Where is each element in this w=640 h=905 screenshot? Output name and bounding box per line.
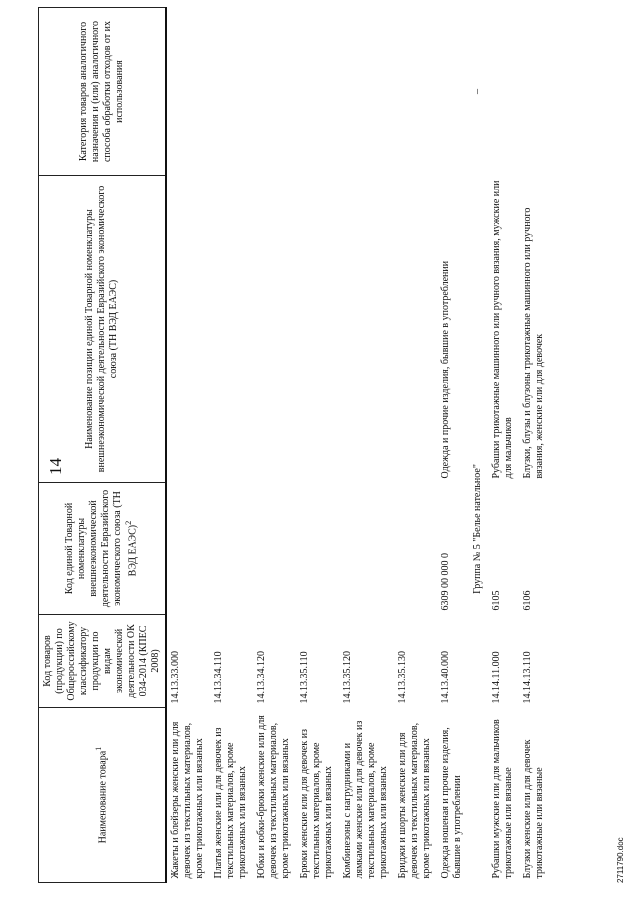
cell-tnved-code — [296, 483, 339, 615]
cell-category — [488, 8, 519, 176]
cell-tnved-code: 6106 — [522, 590, 533, 611]
document-filename: 2711790.doc — [616, 837, 625, 883]
cell-okpd: 14.13.40.000 — [440, 651, 451, 704]
table-row — [394, 8, 437, 883]
cell-name: Блузки женские или для девочек трикотажные или вязаные — [522, 739, 545, 879]
cell-okpd: 14.14.13.110 — [522, 651, 533, 704]
cell-name: Одежда ношеная и прочие изделия, бывшие в употреблении — [440, 727, 463, 879]
cell-tnved-code: 6309 00 000 0 — [440, 553, 451, 611]
table-row — [339, 8, 394, 883]
table-row — [519, 8, 550, 883]
header-tnved-code: Код единой Товарной номенклатуры внешнеэкономической деятельности Евразийского экономического союза (ТН ВЭД ЕАЭС)$^2$ — [39, 483, 167, 615]
group-label: Группа № 5 "Белье нательное" — [472, 464, 483, 594]
cell-okpd: 14.13.35.130 — [397, 651, 408, 704]
cell-tnved-name — [166, 176, 210, 483]
table-body — [166, 8, 550, 883]
table-row — [210, 8, 253, 883]
cell-name: Рубашки мужские или для мальчиков трикотажные или вязаные — [491, 719, 514, 879]
cell-name: Жакеты и блейзеры женские или для девочек из текстильных материалов, кроме трикотажных или вязаных — [170, 721, 205, 879]
cell-category — [253, 8, 296, 176]
table-row — [437, 8, 468, 883]
table-header-row — [39, 8, 167, 883]
cell-category — [339, 8, 394, 176]
cell-tnved-name — [339, 176, 394, 483]
cell-tnved-name — [394, 176, 437, 483]
cell-okpd: 14.13.35.110 — [299, 651, 310, 704]
cell-okpd: 14.13.34.110 — [213, 651, 224, 704]
cell-tnved-name: Рубашки трикотажные машинного или ручного вязания, мужские или для мальчиков — [491, 180, 514, 479]
cell-category — [394, 8, 437, 176]
header-name: Наименование товара$^1$ — [39, 708, 167, 883]
cell-tnved-code: 6105 — [491, 590, 502, 611]
cell-name: Юбки и юбки-брюки женские или для девочек из текстильных материалов, кроме трикотажных или вязаных — [256, 715, 291, 879]
table-row — [253, 8, 296, 883]
cell-name: Платья женские или для девочек из текстильных материалов, кроме трикотажных или вязаных — [213, 727, 248, 879]
cell-okpd: 14.14.11.000 — [491, 651, 502, 704]
cell-category — [166, 8, 210, 176]
cell-name: Брюки женские или для девочек из текстильных материалов, кроме трикотажных или вязаных — [299, 729, 334, 879]
cell-okpd: 14.13.34.120 — [256, 651, 267, 704]
cell-okpd: 14.13.33.000 — [170, 651, 181, 704]
header-okpd: Код товаров (продукции) по Общероссийскому классификатору продукции по видам экономической деятельности ОК 034-2014 (КПЕС 2008) — [39, 615, 167, 708]
table-row — [296, 8, 339, 883]
cell-tnved-name: Одежда и прочие изделия, бывшие в употреблении — [440, 260, 451, 479]
cell-okpd: 14.13.35.120 — [342, 651, 353, 704]
footnote-mark: 2 — [124, 520, 134, 525]
table-row — [488, 8, 519, 883]
footnote-mark: 1 — [94, 746, 104, 751]
cell-tnved-code — [210, 483, 253, 615]
cell-name: Комбинезоны с нагрудниками и лямками женские или для девочек из текстильных материалов, кроме трикотажных или вязаных — [342, 720, 389, 879]
cell-category — [519, 8, 550, 176]
table-row — [166, 8, 210, 883]
cell-tnved-name — [253, 176, 296, 483]
header-category: Категория товаров аналогичного назначения и (или) аналогичного способа обработки отходов от их использования — [39, 8, 167, 176]
cell-tnved-code — [166, 483, 210, 615]
cell-tnved-code — [339, 483, 394, 615]
cell-category — [210, 8, 253, 176]
cell-tnved-code — [394, 483, 437, 615]
page-number: 14 — [46, 458, 65, 475]
cell-tnved-name — [210, 176, 253, 483]
cell-tnved-name: Блузки, блузы и блузоны трикотажные машинного или ручного вязания, женские или для девочек — [522, 207, 545, 479]
group-category: – — [472, 89, 483, 94]
cell-tnved-code — [253, 483, 296, 615]
group-row — [468, 8, 488, 883]
cell-name: Бриджи и шорты женские или для девочек из текстильных материалов, кроме трикотажных или вязаных — [397, 722, 432, 879]
header-tnved-name: Наименование позиции единой Товарной номенклатуры внешнеэкономической деятельности Евразийского экономического союза (ТН ВЭД ЕАЭС) — [39, 176, 167, 483]
cell-tnved-name — [296, 176, 339, 483]
cell-category — [296, 8, 339, 176]
cell-category — [437, 8, 468, 176]
goods-table — [38, 7, 550, 883]
